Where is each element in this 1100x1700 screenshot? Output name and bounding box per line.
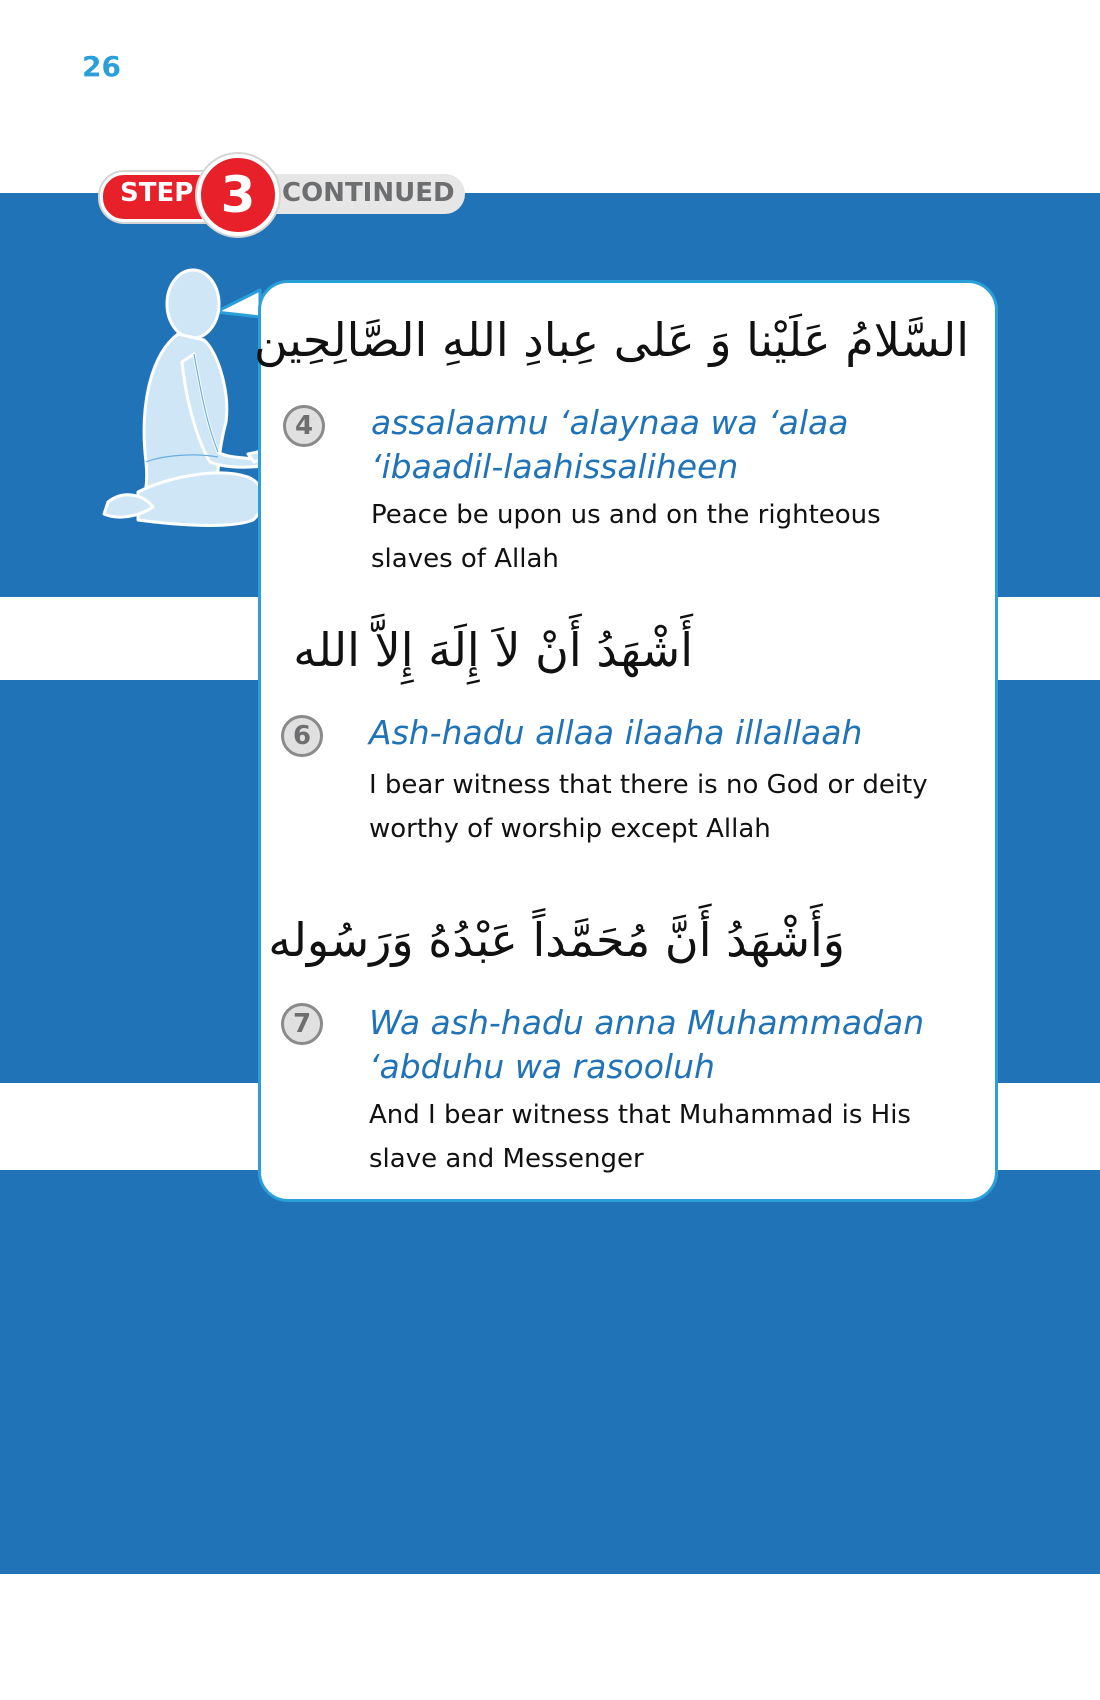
entry-number-4: 4 [283,405,325,447]
continued-label: CONTINUED [282,178,455,208]
arabic-text-7: وَأَشْهَدُ أَنَّ مُحَمَّداً عَبْدُهُ وَرَسُوله [268,913,845,967]
background-band-bottom [0,1170,1100,1574]
arabic-text-4: السَّلامُ عَلَيْنا وَ عَلى عِبادِ اللهِ الصَّالِحِين [254,313,969,367]
transliteration-7: Wa ash-hadu anna Muhammadan ‘abduhu wa rasooluh [369,1003,925,1086]
arabic-text-6: أَشْهَدُ أَنْ لاَ إِلَهَ إِلاَّ الله [293,623,693,677]
page-number: 26 [82,50,121,83]
translation-7: And I bear witness that Muhammad is His slave and Messenger [369,1100,911,1174]
step-number: 3 [197,154,279,236]
entry-number-6: 6 [281,715,323,757]
step-label: STEP [120,178,194,208]
dua-card [254,280,998,1202]
translation-4: Peace be upon us and on the righteous slaves of Allah [371,500,881,574]
transliteration-6: Ash-hadu allaa ilaaha illallaah [369,713,863,752]
transliteration-4: assalaamu ‘alaynaa wa ‘alaa ‘ibaadil-laahissaliheen [371,403,849,486]
translation-6: I bear witness that there is no God or deity worthy of worship except Allah [369,770,928,844]
entry-number-7: 7 [281,1003,323,1045]
step-badge [100,154,470,232]
